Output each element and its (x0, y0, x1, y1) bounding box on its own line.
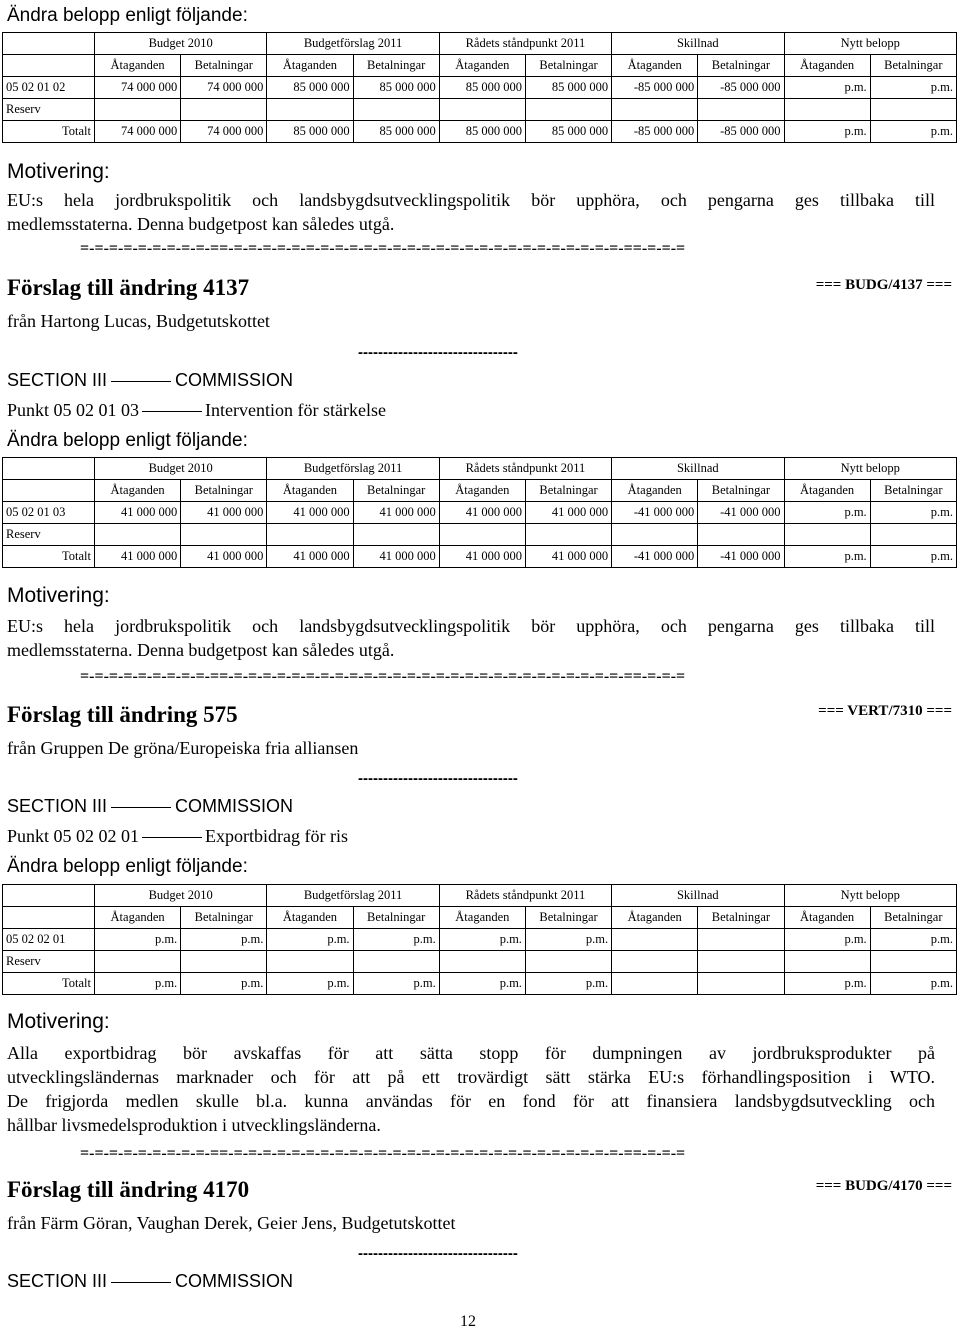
dash-rule (111, 1282, 171, 1283)
header-cell: Åtaganden (267, 55, 353, 77)
amendment-author: från Färm Göran, Vaughan Derek, Geier Jens, Budgetutskottet (7, 1213, 456, 1233)
line-code: 05 02 02 01 (3, 929, 95, 951)
value-cell: p.m. (870, 929, 956, 951)
col-draft-2011: Budgetförslag 2011 (267, 885, 439, 907)
header-cell: Betalningar (870, 55, 956, 77)
budget-table-575 (2, 884, 957, 995)
table-header-sub (3, 55, 957, 77)
header-cell: Betalningar (353, 907, 439, 929)
value-cell: 85 000 000 (439, 121, 525, 143)
header-cell: Åtaganden (784, 480, 870, 502)
header-cell: Åtaganden (439, 55, 525, 77)
col-draft-2011: Budgetförslag 2011 (267, 33, 439, 55)
justification-line: EU:s hela jordbrukspolitik och landsbygdsutvecklingspolitik bör upphöra, och pengarna ges tillbaka till (7, 616, 935, 636)
dashes-divider: -------------------------------- (358, 770, 518, 787)
value-cell: 74 000 000 (181, 121, 267, 143)
header-cell: Betalningar (698, 55, 784, 77)
amendment-title: Förslag till ändring 4137 (7, 275, 250, 300)
header-cell: Åtaganden (612, 907, 698, 929)
section-name: COMMISSION (175, 796, 294, 816)
total-label: Totalt (3, 121, 95, 143)
total-label: Totalt (3, 546, 95, 568)
header-cell: Betalningar (181, 907, 267, 929)
value-cell (612, 929, 698, 951)
col-council-2011: Rådets ståndpunkt 2011 (439, 458, 611, 480)
value-cell: 41 000 000 (267, 546, 353, 568)
header-cell: Åtaganden (612, 55, 698, 77)
budget-point (7, 400, 386, 421)
value-cell: 85 000 000 (525, 121, 611, 143)
table-header-sub (3, 480, 957, 502)
point-name: Intervention för stärkelse (205, 400, 386, 420)
line-code: 05 02 01 03 (3, 502, 95, 524)
table-header-top (3, 458, 957, 480)
table-header-top (3, 885, 957, 907)
value-cell: 41 000 000 (181, 502, 267, 524)
header-cell: Betalningar (870, 907, 956, 929)
value-cell: 85 000 000 (439, 77, 525, 99)
header-cell: Åtaganden (95, 480, 181, 502)
col-new-amount: Nytt belopp (784, 458, 957, 480)
header-cell: Åtaganden (439, 907, 525, 929)
value-cell: 74 000 000 (181, 77, 267, 99)
dash-rule (142, 411, 202, 412)
value-cell: 41 000 000 (353, 502, 439, 524)
separator: =-=-=-=-=-=-=-=-=-==-=-=-=-=-=-=-=-=-=-=-=-=-=-=-=-=-=-=-=-=-=-=-=-=-=-=-=-==-=-=-= (80, 1145, 686, 1162)
col-council-2011: Rådets ståndpunkt 2011 (439, 885, 611, 907)
value-cell: p.m. (267, 929, 353, 951)
header-cell: Betalningar (870, 480, 956, 502)
line-code: 05 02 01 02 (3, 77, 95, 99)
header-cell: Betalningar (353, 480, 439, 502)
justification-text (7, 614, 935, 662)
header-cell: Betalningar (181, 55, 267, 77)
budget-point (7, 826, 348, 847)
value-cell: p.m. (95, 929, 181, 951)
header-cell: Åtaganden (267, 480, 353, 502)
reserve-row (3, 524, 957, 546)
col-difference: Skillnad (612, 885, 784, 907)
motivation-heading: Motivering: (7, 160, 110, 183)
justification-text (7, 1041, 935, 1137)
header-cell: Åtaganden (267, 907, 353, 929)
header-cell: Betalningar (353, 55, 439, 77)
point-name: Exportbidrag för ris (205, 826, 348, 846)
value-cell: 41 000 000 (525, 546, 611, 568)
header-cell: Åtaganden (784, 907, 870, 929)
header-cell: Betalningar (181, 480, 267, 502)
value-cell: p.m. (870, 546, 956, 568)
dashes-divider: -------------------------------- (358, 1245, 518, 1262)
col-budget-2010: Budget 2010 (95, 33, 267, 55)
amendment-title: Förslag till ändring 4170 (7, 1177, 250, 1202)
value-cell: p.m. (95, 973, 181, 995)
value-cell: 85 000 000 (353, 77, 439, 99)
reserve-label: Reserv (3, 524, 95, 546)
value-cell: p.m. (784, 546, 870, 568)
header-cell: Åtaganden (784, 55, 870, 77)
value-cell: 41 000 000 (95, 546, 181, 568)
table-header-top (3, 33, 957, 55)
value-cell: p.m. (267, 973, 353, 995)
point-code: Punkt 05 02 01 03 (7, 400, 140, 420)
value-cell: 74 000 000 (95, 77, 181, 99)
value-cell: 85 000 000 (353, 121, 439, 143)
value-cell: -85 000 000 (612, 77, 698, 99)
value-cell (612, 973, 698, 995)
header-cell: Betalningar (698, 480, 784, 502)
motivation-heading: Motivering: (7, 584, 110, 607)
value-cell (698, 929, 784, 951)
value-cell: p.m. (784, 121, 870, 143)
header-cell: Betalningar (525, 480, 611, 502)
table-row (3, 502, 957, 524)
value-cell: 41 000 000 (353, 546, 439, 568)
justification-line: medlemsstaterna. Denna budgetpost kan således utgå. (7, 640, 395, 660)
value-cell: p.m. (525, 929, 611, 951)
section-heading (7, 1271, 293, 1292)
amendment-code: === BUDG/4170 === (815, 1178, 952, 1194)
col-difference: Skillnad (612, 458, 784, 480)
col-new-amount: Nytt belopp (784, 33, 957, 55)
col-council-2011: Rådets ståndpunkt 2011 (439, 33, 611, 55)
header-cell: Betalningar (698, 907, 784, 929)
value-cell: p.m. (784, 929, 870, 951)
total-row (3, 546, 957, 568)
value-cell: 85 000 000 (267, 77, 353, 99)
justification-line: medlemsstaterna. Denna budgetpost kan således utgå. (7, 214, 395, 234)
total-row (3, 973, 957, 995)
value-cell: 41 000 000 (439, 502, 525, 524)
justification-line: utvecklingsländernas marknader och för att på ett trovärdigt sätt stärka EU:s förhandlingsposition i WTO. (7, 1067, 935, 1087)
value-cell: 85 000 000 (267, 121, 353, 143)
section-label: SECTION III (7, 1271, 108, 1291)
value-cell: -41 000 000 (698, 502, 784, 524)
col-difference: Skillnad (612, 33, 784, 55)
dashes-divider: -------------------------------- (358, 344, 518, 361)
table-row (3, 929, 957, 951)
value-cell: -41 000 000 (612, 546, 698, 568)
amendment-author: från Hartong Lucas, Budgetutskottet (7, 311, 270, 331)
value-cell: -85 000 000 (612, 121, 698, 143)
value-cell: p.m. (353, 929, 439, 951)
header-cell: Åtaganden (95, 55, 181, 77)
reserve-label: Reserv (3, 99, 95, 121)
amendment-author: från Gruppen De gröna/Europeiska fria alliansen (7, 738, 359, 758)
table-header-sub (3, 907, 957, 929)
col-budget-2010: Budget 2010 (95, 885, 267, 907)
budget-table-4137 (2, 457, 957, 568)
amend-heading: Ändra belopp enligt följande: (7, 430, 248, 451)
col-new-amount: Nytt belopp (784, 885, 957, 907)
value-cell: p.m. (870, 121, 956, 143)
reserve-row (3, 951, 957, 973)
amend-heading: Ändra belopp enligt följande: (7, 5, 248, 26)
value-cell: p.m. (439, 929, 525, 951)
total-label: Totalt (3, 973, 95, 995)
table-row (3, 77, 957, 99)
value-cell: 41 000 000 (95, 502, 181, 524)
value-cell: -41 000 000 (612, 502, 698, 524)
justification-line: EU:s hela jordbrukspolitik och landsbygdsutvecklingspolitik bör upphöra, och pengarna ges tillbaka till (7, 190, 935, 210)
justification-line: hållbar livsmedelsproduktion i utvecklingsländerna. (7, 1115, 381, 1135)
section-heading (7, 370, 293, 391)
header-cell: Betalningar (525, 55, 611, 77)
value-cell: 41 000 000 (525, 502, 611, 524)
dash-rule (111, 381, 171, 382)
dash-rule (142, 837, 202, 838)
col-draft-2011: Budgetförslag 2011 (267, 458, 439, 480)
section-label: SECTION III (7, 370, 108, 390)
value-cell (698, 973, 784, 995)
value-cell: p.m. (784, 973, 870, 995)
value-cell: 85 000 000 (525, 77, 611, 99)
value-cell: p.m. (784, 77, 870, 99)
section-heading (7, 796, 293, 817)
value-cell: 41 000 000 (439, 546, 525, 568)
value-cell: p.m. (525, 973, 611, 995)
justification-line: De frigjorda medlen skulle bl.a. kunna användas för en fond för att finansiera landsbygdsutveckling och (7, 1091, 935, 1111)
value-cell: 41 000 000 (267, 502, 353, 524)
value-cell: p.m. (870, 973, 956, 995)
value-cell: p.m. (353, 973, 439, 995)
header-cell: Åtaganden (612, 480, 698, 502)
section-name: COMMISSION (175, 1271, 294, 1291)
value-cell: -41 000 000 (698, 546, 784, 568)
motivation-heading: Motivering: (7, 1010, 110, 1033)
reserve-row (3, 99, 957, 121)
amendment-code: === VERT/7310 === (818, 703, 952, 719)
value-cell: -85 000 000 (698, 121, 784, 143)
amendment-code: === BUDG/4137 === (815, 277, 952, 293)
value-cell: p.m. (870, 77, 956, 99)
separator: =-=-=-=-=-=-=-=-=-==-=-=-=-=-=-=-=-=-=-=-=-=-=-=-=-=-=-=-=-=-=-=-=-=-=-=-=-==-=-=-= (80, 668, 686, 685)
justification-line: Alla exportbidrag bör avskaffas för att sätta stopp för dumpningen av jordbruksprodukter på (7, 1043, 935, 1063)
amend-heading: Ändra belopp enligt följande: (7, 856, 248, 877)
header-cell: Åtaganden (95, 907, 181, 929)
amendment-title: Förslag till ändring 575 (7, 702, 238, 727)
dash-rule (111, 807, 171, 808)
page-number: 12 (460, 1313, 476, 1330)
value-cell: p.m. (439, 973, 525, 995)
value-cell: p.m. (784, 502, 870, 524)
header-cell: Åtaganden (439, 480, 525, 502)
value-cell: p.m. (181, 973, 267, 995)
budget-table-1 (2, 32, 957, 143)
value-cell: 74 000 000 (95, 121, 181, 143)
value-cell: p.m. (181, 929, 267, 951)
value-cell: -85 000 000 (698, 77, 784, 99)
separator: =-=-=-=-=-=-=-=-=-==-=-=-=-=-=-=-=-=-=-=-=-=-=-=-=-=-=-=-=-=-=-=-=-=-=-=-=-==-=-=-= (80, 240, 686, 257)
total-row (3, 121, 957, 143)
header-cell: Betalningar (525, 907, 611, 929)
value-cell: p.m. (870, 502, 956, 524)
reserve-label: Reserv (3, 951, 95, 973)
point-code: Punkt 05 02 02 01 (7, 826, 140, 846)
section-label: SECTION III (7, 796, 108, 816)
value-cell: 41 000 000 (181, 546, 267, 568)
justification-text (7, 188, 935, 236)
section-name: COMMISSION (175, 370, 294, 390)
col-budget-2010: Budget 2010 (95, 458, 267, 480)
